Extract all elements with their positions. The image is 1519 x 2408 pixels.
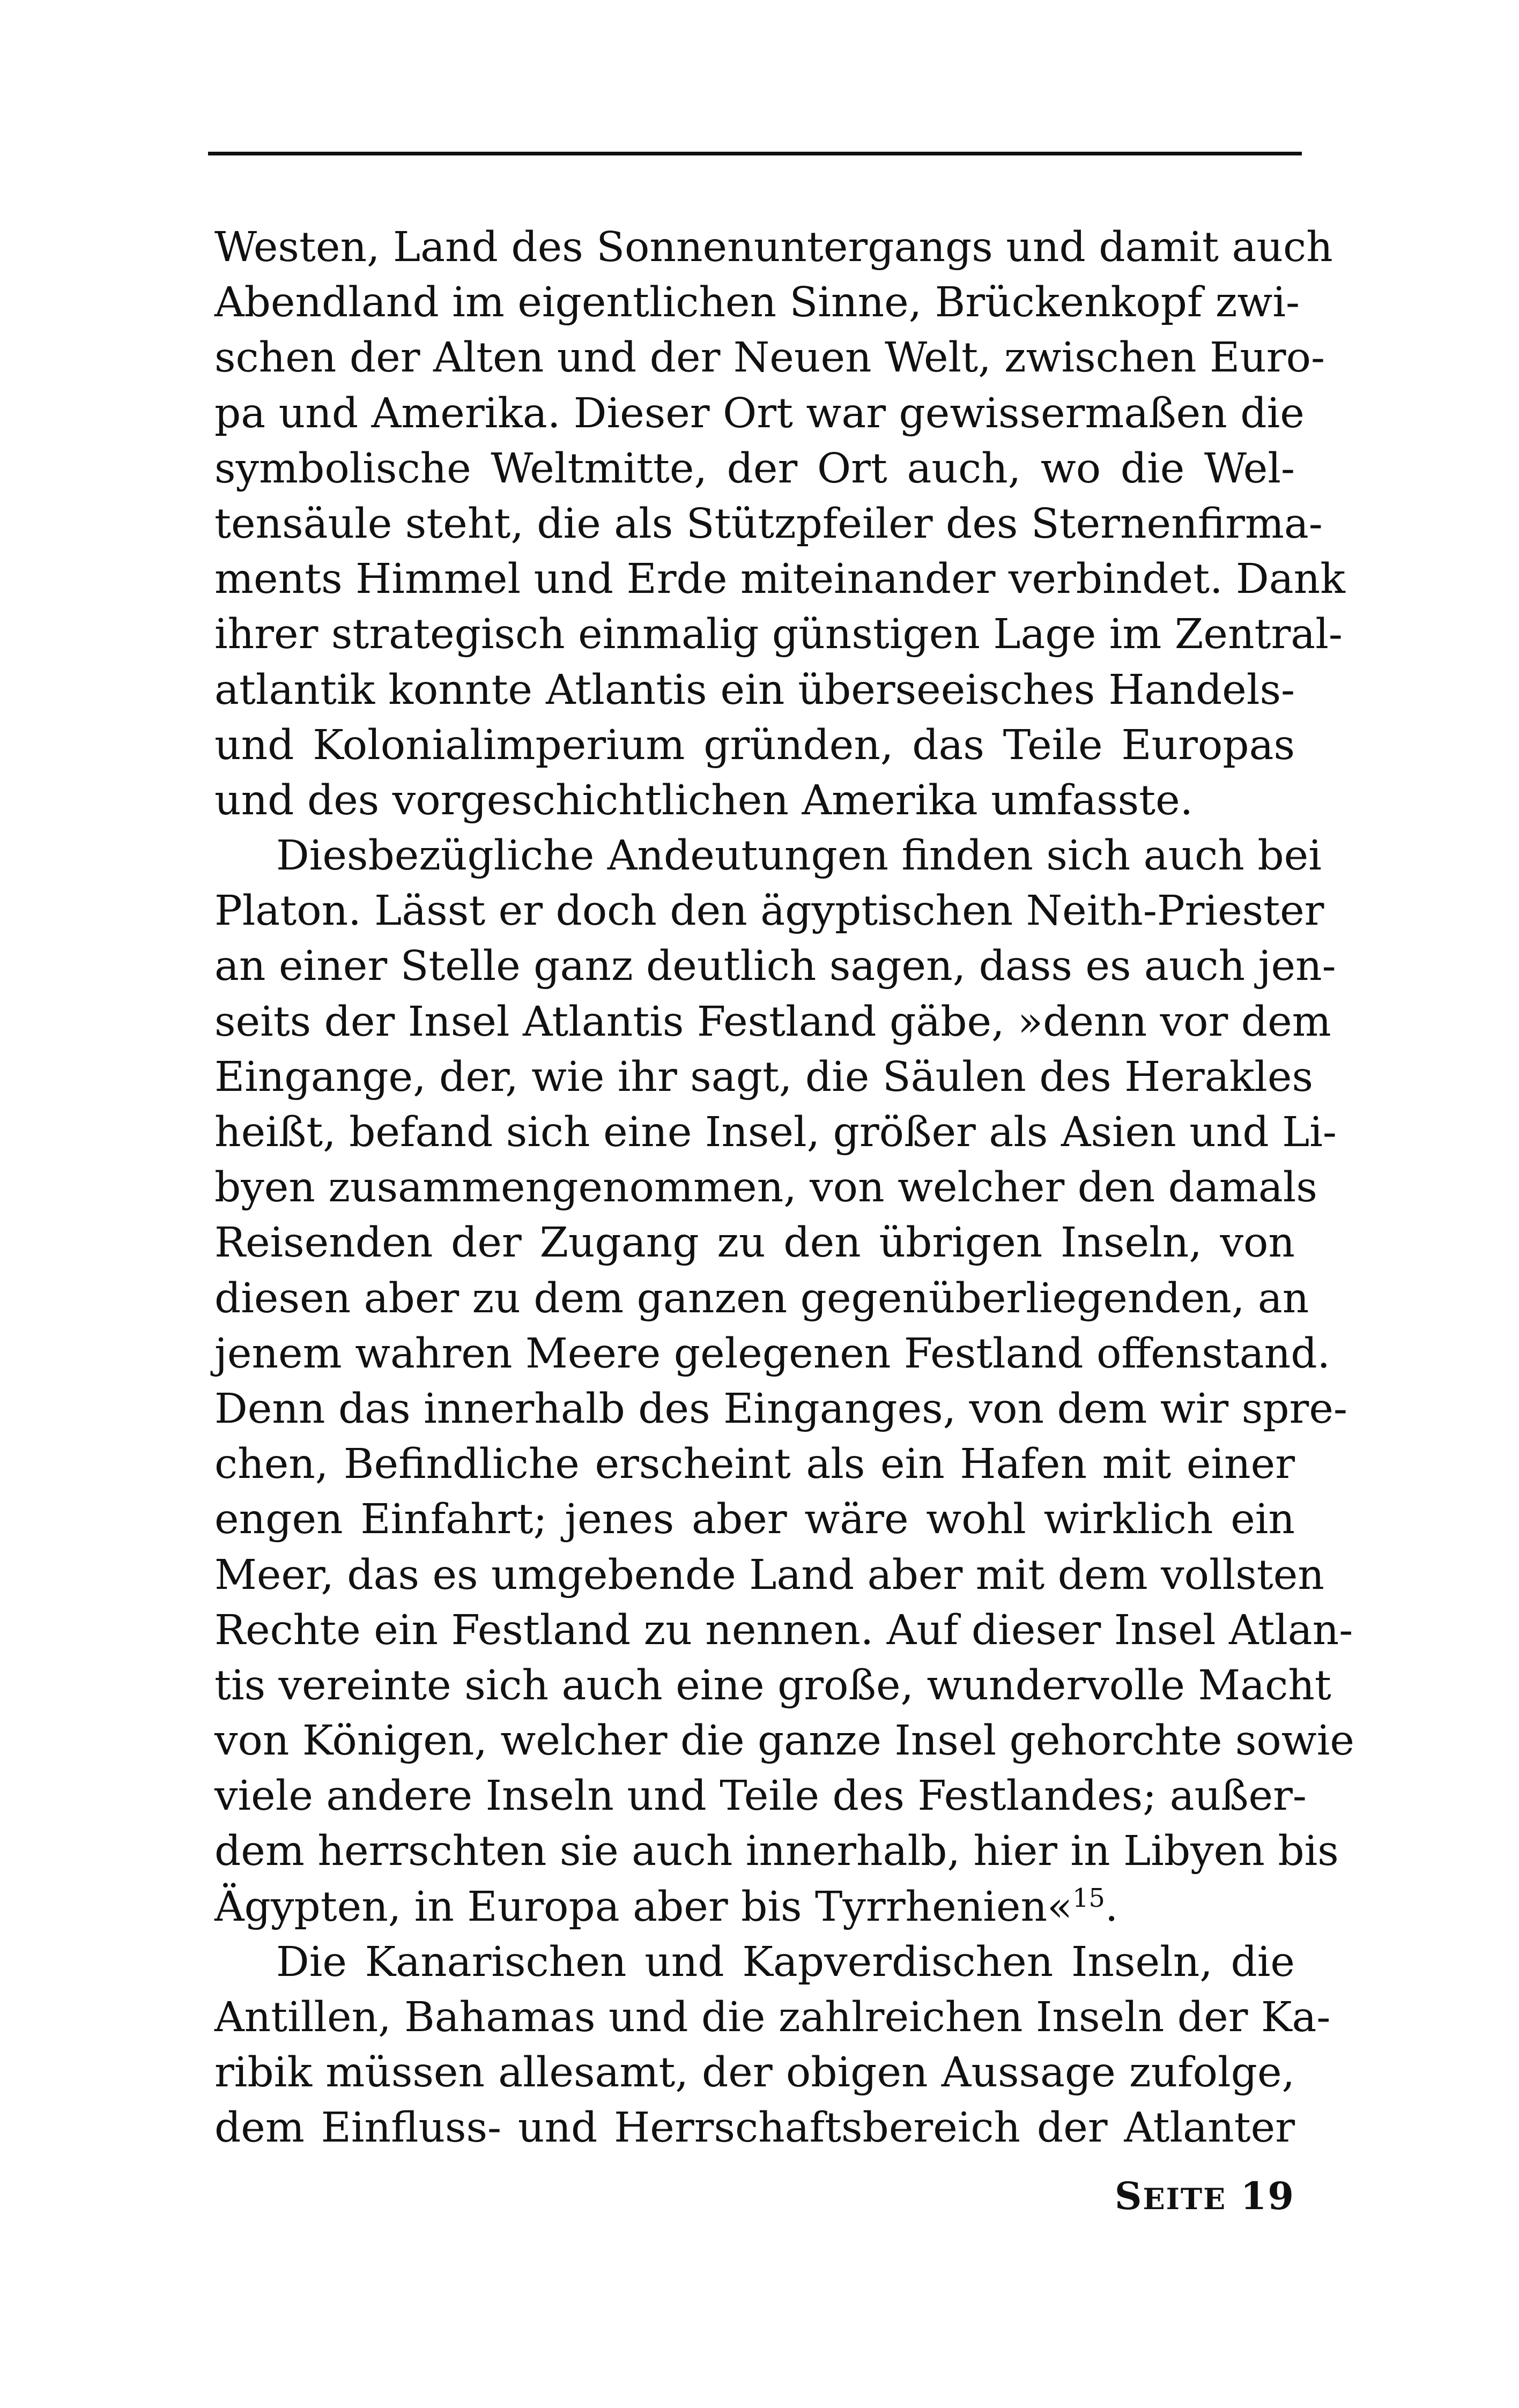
text-line: tis vereinte sich auch eine große, wundervolle Macht xyxy=(214,1661,1331,1710)
text-line: Reisenden der Zugang zu den übrigen Inseln, von xyxy=(214,1219,1295,1267)
text-line: Die Kanarischen und Kapverdischen Inseln, die xyxy=(276,1938,1295,1986)
text-line: Westen, Land des Sonnenuntergangs und damit auch xyxy=(214,224,1333,271)
text-line: dem herrschten sie auch innerhalb, hier in Libyen bis xyxy=(214,1827,1339,1876)
text-line: dem Einfluss- und Herrschaftsbereich der Atlanter xyxy=(214,2104,1295,2152)
text-line: diesen aber zu dem ganzen gegenüberliegenden, an xyxy=(214,1274,1309,1322)
body-text xyxy=(214,220,1354,2156)
text-line: Meer, das es umgebende Land aber mit dem vollsten xyxy=(214,1551,1324,1599)
text-line: tensäule steht, die als Stützpfeiler des Sternenfirma- xyxy=(214,500,1323,548)
text-line: an einer Stelle ganz deutlich sagen, dass es auch jen- xyxy=(214,942,1336,991)
text-line: jenem wahren Meere gelegenen Festland offenstand. xyxy=(214,1329,1330,1378)
paragraph xyxy=(214,220,1345,828)
footnote-reference[interactable]: 15 xyxy=(1072,1883,1105,1913)
page-number xyxy=(1115,2174,1295,2218)
text-line: schen der Alten und der Neuen Welt, zwischen Euro- xyxy=(214,334,1325,382)
text-line: engen Einfahrt; jenes aber wäre wohl wirklich ein xyxy=(214,1496,1295,1544)
text-line: ments Himmel und Erde miteinander verbindet. Dank xyxy=(214,555,1345,604)
text-line: Platon. Lässt er doch den ägyptischen Neith-Priester xyxy=(214,887,1324,935)
text-line: und Kolonialimperium gründen, das Teile Europas xyxy=(214,721,1295,769)
text-line: von Königen, welcher die ganze Insel gehorchte sowie xyxy=(214,1717,1354,1765)
header-rule xyxy=(208,152,1302,155)
text-line: ihrer strategisch einmalig günstigen Lage im Zentral- xyxy=(214,611,1343,659)
text-line: symbolische Weltmitte, der Ort auch, wo die Wel- xyxy=(214,444,1295,493)
text-line: Eingange, der, wie ihr sagt, die Säulen des Herakles xyxy=(214,1053,1313,1101)
paragraph xyxy=(214,1935,1331,2156)
page-number-value: 19 xyxy=(1240,2174,1295,2218)
text-line xyxy=(214,1879,1295,1935)
text-line: seits der Insel Atlantis Festland gäbe, »denn vor dem xyxy=(214,998,1331,1046)
text-line: und des vorgeschichtlichen Amerika umfasste. xyxy=(214,776,1194,824)
line-trailing: . xyxy=(1105,1883,1118,1931)
line-text: Ägypten, in Europa aber bis Tyrrhenien« xyxy=(214,1883,1073,1931)
text-line: heißt, befand sich eine Insel, größer als Asien und Li- xyxy=(214,1109,1337,1156)
text-line: chen, Befindliche erscheint als ein Hafen mit einer xyxy=(214,1440,1295,1489)
text-line: Rechte ein Festland zu nennen. Auf dieser Insel Atlan- xyxy=(214,1606,1353,1654)
text-line: Antillen, Bahamas und die zahlreichen Inseln der Ka- xyxy=(214,1994,1331,2041)
text-line: ribik müssen allesamt, der obigen Aussage zufolge, xyxy=(214,2049,1295,2097)
text-line: atlantik konnte Atlantis ein überseeisches Handels- xyxy=(214,666,1295,714)
text-line: viele andere Inseln und Teile des Festlandes; außer- xyxy=(214,1772,1307,1820)
text-line: byen zusammengenommen, von welcher den damals xyxy=(214,1164,1317,1212)
page-label-initial: S xyxy=(1114,2174,1143,2218)
text-line: pa und Amerika. Dieser Ort war gewissermaßen die xyxy=(214,389,1305,437)
text-line: Abendland im eigentlichen Sinne, Brückenkopf zwi- xyxy=(214,279,1300,327)
page-label-rest: EITE xyxy=(1143,2182,1227,2216)
paragraph xyxy=(214,828,1354,1935)
text-line: Diesbezügliche Andeutungen finden sich auch bei xyxy=(276,832,1322,880)
text-line: Denn das innerhalb des Einganges, von dem wir spre- xyxy=(214,1385,1347,1433)
